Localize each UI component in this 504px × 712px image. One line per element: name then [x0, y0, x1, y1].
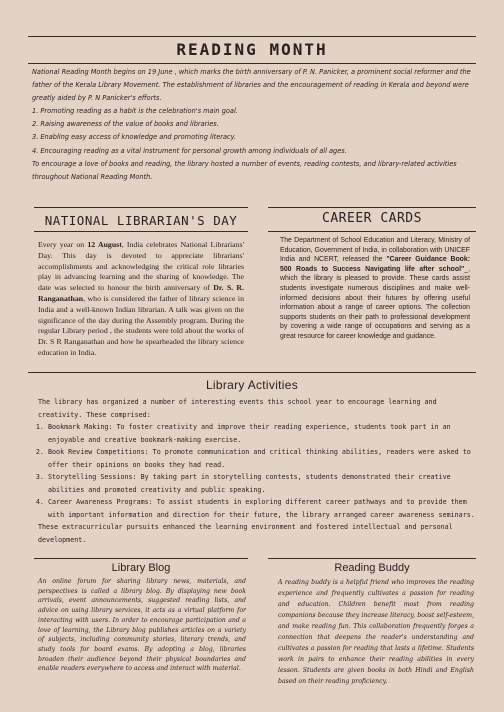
librarians-day-date: 12 August: [87, 240, 122, 249]
activities-heading: Library Activities: [205, 378, 299, 392]
activity-item: 3. Storytelling Sessions: By taking part in storytelling contests, students demonstrated their creative abilities and promoted creativity and public speaking.: [48, 471, 478, 496]
librarians-day-text: , India celebrates National Librarians' Day. This day is devoted to appreciate librarians' accomplishments and acknowledging the critical role libraries play in advancing learning and the sharing of knowledge. The date was selected to honour the birth anniversary of: [38, 240, 244, 293]
buddy-heading: Reading Buddy: [334, 562, 410, 574]
career-cards-bottom-rule: [268, 231, 476, 232]
librarians-day-text: , who is considered the father of library science in India and a well-known Indian librarian. A talk was given on the significance of the day during the Assembly program. During the regular Library period , the students were told about the works of Dr. S R Ranganathan and how he spearheaded the library science education in India.: [38, 293, 244, 357]
activities-top-rule: [28, 372, 476, 373]
career-cards-book-title: "Career Guidance Book: 500 Roads to Success Navigating life after school": [280, 256, 470, 273]
librarians-day-person: Dr. S. R. Ranganathan: [38, 283, 244, 303]
career-cards-heading: CAREER CARDS: [322, 211, 422, 226]
blog-top-rule: [34, 558, 248, 559]
buddy-body: A reading buddy is a helpful friend who improves the reading experience and frequently cultivates a passion for reading and education. Children benefit most from reading companions because they increase literacy, boost self-esteem, and make reading fun. This collaboration frequently forges a connection that deepens the reader's understanding and cultivates a passion for reading that lasts a lifetime. Students work in pairs to enhance their reading abilities in every lesson. Students are given books in both Hindi and English based on their reading proficiency.: [278, 579, 474, 685]
intro-point: 1. Promoting reading as a habit is the celebration's main goal.: [32, 107, 238, 116]
title-bottom-rule: [28, 63, 476, 64]
blog-body: An online forum for sharing library news, materials, and perspectives is called a library blog. By displaying new book arrivals, event announcements, suggested reading lists, and advice on using library services, it acts as a virtual platform for interacting with users. In order to encourage participation and a love of learning, the Library blog publishes articles on a variety of subjects, including community stories, literary trends, and study tools for board exams. By adopting a blog, libraries broaden their audience beyond their physical boundaries and enable readers everywhere to access and interact with material.: [38, 578, 246, 673]
intro-paragraph: National Reading Month begins on 19 June , which marks the birth anniversary of P. N. Panicker, a prominent social reformer and the father of the Kerala Library Movement. The establishment of libraries and the encouragement of reading in Kerala and beyond were greatly aided by P. N Panicker's efforts.: [32, 68, 471, 103]
career-cards-text: _, which the library is pleased to provide. These cards assist students investigate numerous disciplines and make well-informed decisions about their futures by offering useful information about a range of career options. The collection supports students on their path to professional development by covering a wide range of occupations and serving as a great resource for career knowledge and guidance.: [280, 265, 470, 340]
buddy-top-rule: [268, 558, 476, 559]
activity-item: 2. Book Review Competitions: To promote communication and critical thinking abilities, readers were asked to offer their opinions on books they had read.: [48, 446, 478, 471]
intro-point: 4. Encouraging reading as a vital instrument for personal growth among individuals of all ages.: [32, 146, 347, 155]
librarians-day-top-rule: [34, 207, 248, 208]
activities-section: [38, 396, 478, 546]
intro-point: 2. Raising awareness of the value of books and libraries.: [32, 120, 219, 129]
activity-item: 4. Career Awareness Programs: To assist students in exploring different career pathways and to provide them with important information and direction for their future, the library arranged career awareness seminars.: [48, 496, 478, 521]
title-top-rule: [28, 36, 476, 37]
librarians-day-bottom-rule: [34, 231, 248, 232]
activity-item: 1. Bookmark Making: To foster creativity and improve their reading experience, students took part in an enjoyable and creative bookmark-making exercise.: [48, 421, 478, 446]
intro-section: [32, 66, 478, 184]
activities-closing: These extracurricular pursuits enhanced the learning environment and fostered intellectual and personal development.: [38, 523, 453, 544]
librarians-day-heading: NATIONAL LIBRARIAN'S DAY: [44, 213, 238, 228]
intro-closing: To encourage a love of books and reading, the library hosted a number of events, reading contests, and library-related activities throughout National Reading Month.: [32, 159, 457, 181]
activities-intro: The library has organized a number of interesting events this school year to encourage learning and creativity. These comprised:: [38, 398, 437, 419]
career-cards-text: The Department of School Education and Literacy, Ministry of Education, Government of India, in collaboration with UNICEF India and NCERT, released the: [280, 237, 470, 264]
librarians-day-text: Every year on: [38, 240, 88, 249]
intro-point: 3. Enabling easy access of knowledge and promoting literacy.: [32, 133, 237, 142]
career-cards-top-rule: [268, 207, 476, 208]
blog-heading: Library Blog: [111, 562, 171, 574]
page-title: READING MONTH: [176, 40, 328, 59]
activities-list: [38, 421, 478, 521]
career-cards-body: [280, 236, 470, 342]
librarians-day-body: [38, 240, 244, 359]
